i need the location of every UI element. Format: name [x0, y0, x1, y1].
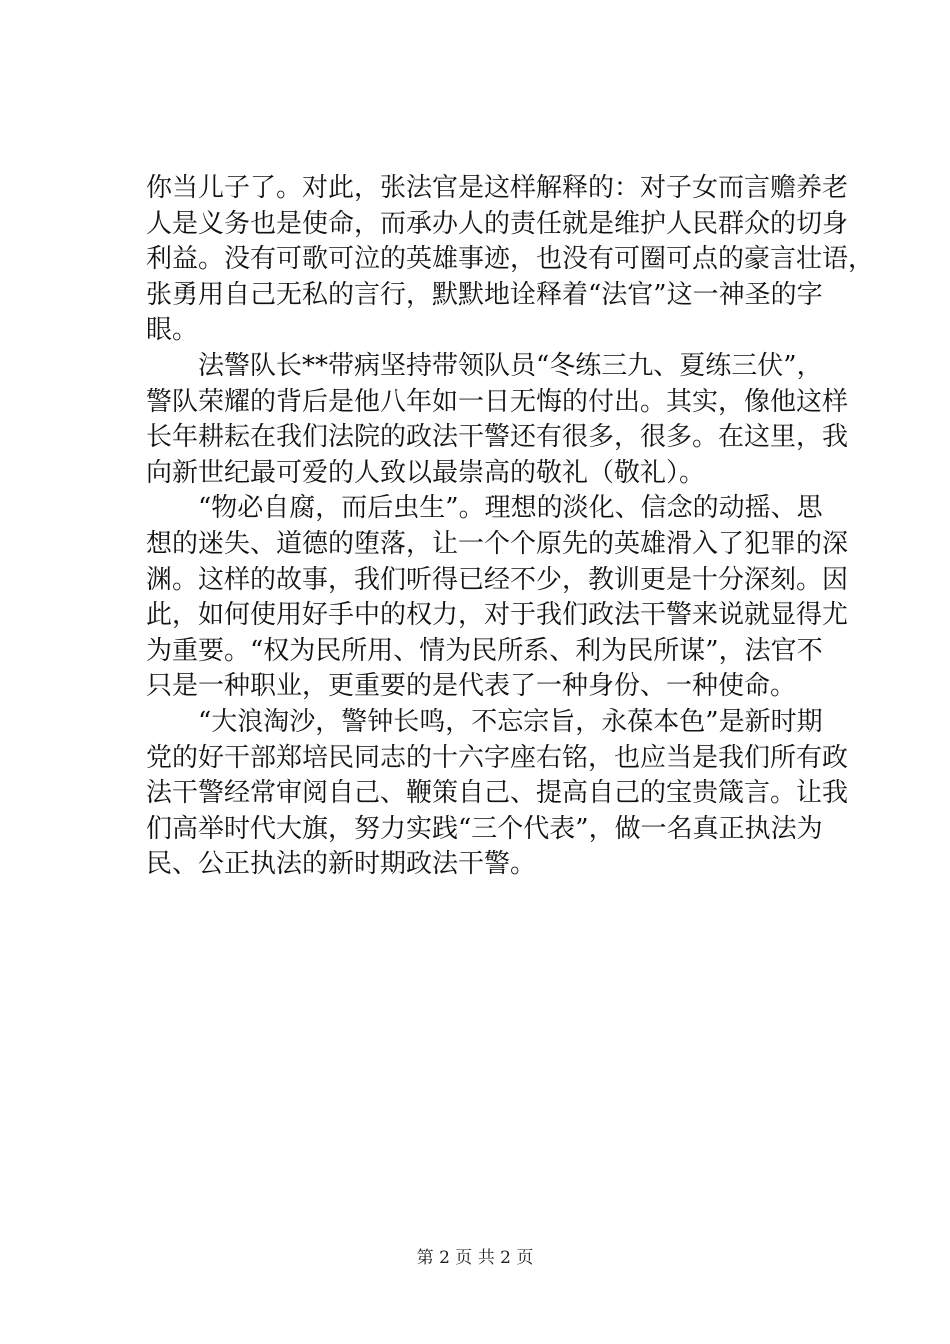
text-line: “物必自腐，而后虫生”。理想的淡化、信念的动摇、思 [146, 493, 823, 524]
text-line: 为重要。“权为民所用、情为民所系、利为民所谋”，法官不 [146, 635, 823, 666]
text-line: 警队荣耀的背后是他八年如一日无悔的付出。其实，像他这样 [146, 386, 849, 417]
text-line: 民、公正执法的新时期政法干警。 [146, 849, 537, 880]
text-line: 长年耕耘在我们法院的政法干警还有很多，很多。在这里，我 [146, 422, 849, 453]
text-line: 张勇用自己无私的言行，默默地诠释着“法官”这一神圣的字 [146, 279, 823, 310]
text-line: 法警队长**带病坚持带领队员“冬练三九、夏练三伏”， [146, 350, 823, 381]
text-line: 人是义务也是使命，而承办人的责任就是维护人民群众的切身 [146, 208, 849, 239]
text-line: 想的迷失、道德的堕落，让一个个原先的英雄滑入了犯罪的深 [146, 528, 849, 559]
text-line: 法干警经常审阅自己、鞭策自己、提高自己的宝贵箴言。让我 [146, 778, 849, 809]
text-line: 眼。 [146, 315, 199, 346]
text-line: 向新世纪最可爱的人致以最崇高的敬礼（敬礼）。 [146, 457, 706, 488]
text-line: 渊。这样的故事，我们听得已经不少，教训更是十分深刻。因 [146, 564, 849, 595]
text-line: 党的好干部郑培民同志的十六字座右铭，也应当是我们所有政 [146, 742, 849, 773]
text-line: “大浪淘沙，警钟长鸣，不忘宗旨，永葆本色”是新时期 [146, 706, 823, 737]
text-line: 你当儿子了。对此，张法官是这样解释的：对子女而言赡养老 [146, 173, 849, 203]
text-line: 利益。没有可歌可泣的英雄事迹，也没有可圈可点的豪言壮语， [146, 244, 875, 275]
text-line: 们高举时代大旗，努力实践“三个代表”，做一名真正执法为 [146, 813, 823, 844]
page-number-footer: 第 2 页 共 2 页 [416, 1248, 534, 1268]
body-text [146, 171, 875, 883]
text-line: 此，如何使用好手中的权力，对于我们政法干警来说就显得尤 [146, 600, 849, 631]
text-line: 只是一种职业，更重要的是代表了一种身份、一种使命。 [146, 671, 797, 702]
